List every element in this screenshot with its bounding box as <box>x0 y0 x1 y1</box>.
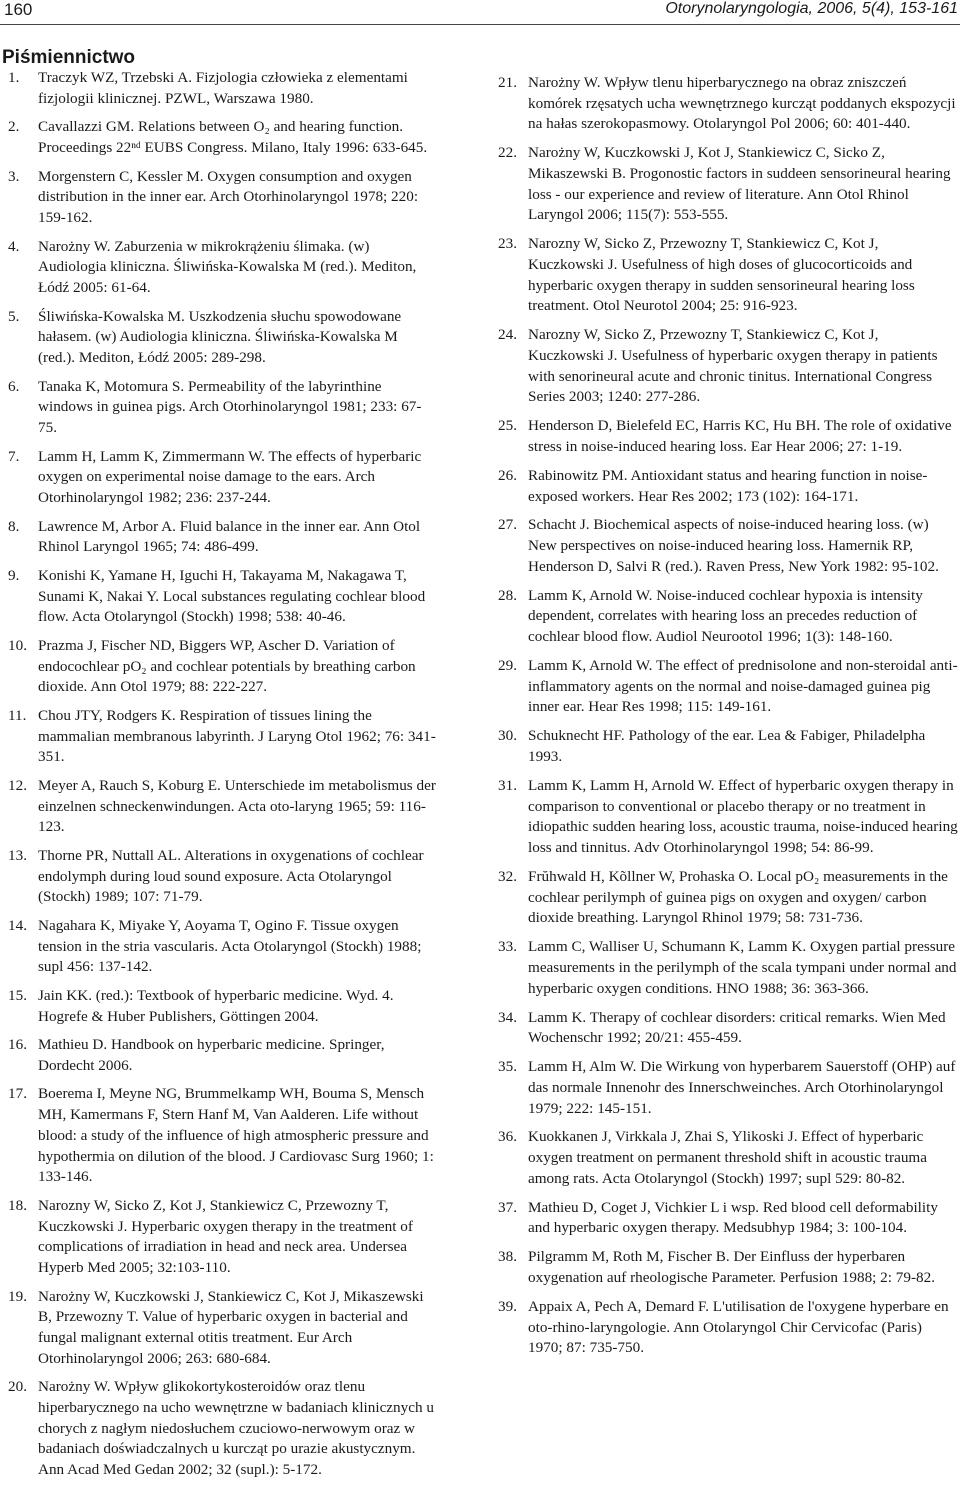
reference-number: 7. <box>8 447 20 465</box>
reference-number: 33. <box>498 938 517 956</box>
reference-number: 30. <box>498 727 517 745</box>
reference-text: Śliwińska-Kowalska M. Uszkodzenia słuchu spowodowane hałasem. (w) Audiologia kliniczna. Śliwińska-Kowalska M (red.). Mediton, Łódź 2005: 289-298. <box>38 307 402 366</box>
reference-number: 24. <box>498 326 517 344</box>
reference-text: Narożny W. Wpływ tlenu hiperbarycznego na obraz zniszczeń komórek rzęsatych ucha wewnętrznego kurcząt poddanych ekspozycji na hałas szerokopasmowy. Otolaryngol Pol 2006; 60: 401-440. <box>528 74 956 133</box>
reference-item <box>496 73 958 135</box>
reference-number: 11. <box>8 706 27 724</box>
reference-number: 14. <box>8 916 27 934</box>
reference-text: Henderson D, Bielefeld EC, Harris KC, Hu BH. The role of oxidative stress in noise-induced hearing loss. Ear Hear 2006; 27: 1-19. <box>528 417 952 455</box>
reference-text: Prazma J, Fischer ND, Biggers WP, Ascher D. Variation of endocochlear pO₂ and cochlear potentials by breathing carbon dioxide. Ann Otol 1979; 88: 222-227. <box>38 636 416 696</box>
reference-text: Pilgramm M, Roth M, Fischer B. Der Einfluss der hyperbaren oxygenation auf rheologische Parameter. Perfusion 1988; 2: 79-82. <box>528 1248 936 1287</box>
reference-item <box>6 1084 438 1188</box>
header-divider <box>0 24 960 25</box>
reference-text: Morgenstern C, Kessler M. Oxygen consumption and oxygen distribution in the inner ear. Arch Otorhinolaryngol 1978; 220: 159-162. <box>38 167 419 226</box>
reference-item <box>6 377 438 439</box>
reference-item <box>496 515 958 577</box>
reference-number: 26. <box>498 466 517 484</box>
reference-item <box>496 1198 958 1239</box>
reference-number: 37. <box>498 1198 517 1216</box>
reference-number: 13. <box>8 846 27 864</box>
reference-number: 31. <box>498 776 517 794</box>
reference-text: Jain KK. (red.): Textbook of hyperbaric medicine. Wyd. 4. Hogrefe & Huber Publishers, Göttingen 2004. <box>38 986 394 1025</box>
reference-number: 5. <box>8 307 20 325</box>
reference-text: Narozny W, Sicko Z, Kot J, Stankiewicz C, Przewozny T, Kuczkowski J. Hyperbaric oxygen therapy in the treatment of complications of irradiation in head and neck area. Undersea Hyperb Med 2005; 32:103-110. <box>38 1196 413 1276</box>
reference-text: Cavallazzi GM. Relations between O₂ and hearing function. Proceedings 22ⁿᵈ EUBS Congress. Milano, Italy 1996: 633-645. <box>38 118 428 156</box>
reference-item <box>496 937 958 999</box>
reference-item <box>496 726 958 767</box>
reference-text: Narozny W, Sicko Z, Przewozny T, Stankiewicz C, Kot J, Kuczkowski J. Usefulness of hyperbaric oxygen therapy in patients with senorineural acute and chronic tinitus. International Congress Series 2003; 1240: 277-286. <box>528 326 938 406</box>
reference-item <box>6 447 438 509</box>
reference-text: Narożny W, Kuczkowski J, Stankiewicz C, Kot J, Mikaszewski B, Przewozny T. Value of hyperbaric oxygen in bacterial and fungal malignant external otitis treatment. Eur Arch Otorhinolaryngol 2006; 263: 680-684. <box>38 1287 424 1367</box>
reference-text: Traczyk WZ, Trzebski A. Fizjologia człowieka z elementami fizjologii klinicznej. PZWL, Warszawa 1980. <box>38 69 408 107</box>
reference-number: 34. <box>498 1008 517 1026</box>
reference-text: Appaix A, Pech A, Demard F. L'utilisation de l'oxygene hyperbare en oto-rhino-laryngologie. Ann Otolaryngol Chir Cervicofac (Paris) 1970; 87: 735-750. <box>528 1297 949 1357</box>
reference-text: Tanaka K, Motomura S. Permeability of the labyrinthine windows in guinea pigs. Arch Otorhinolaryngol 1981; 233: 67-75. <box>38 377 422 436</box>
reference-item <box>496 416 958 457</box>
reference-item <box>6 776 438 838</box>
reference-number: 22. <box>498 144 517 162</box>
reference-text: Narożny W. Wpływ glikokortykosteroidów oraz tlenu hiperbarycznego na ucho wewnętrzne w badaniach klinicznych u chorych z nagłym niedosłuchem czuciowo-nerwowym oraz w badaniach doświadczalnych u kurcząt po urazie akustycznym. Ann Acad Med Gedan 2002; 32 (supl.): 5-172. <box>38 1378 434 1479</box>
reference-text: Narożny W. Zaburzenia w mikrokrążeniu ślimaka. (w) Audiologia kliniczna. Śliwińska-Kowalska M (red.). Mediton, Łódź 2005: 61-64. <box>38 237 417 296</box>
reference-number: 15. <box>8 986 27 1004</box>
reference-item <box>6 1287 438 1370</box>
reference-item <box>496 776 958 859</box>
reference-item <box>6 117 438 158</box>
reference-number: 27. <box>498 516 517 534</box>
reference-number: 18. <box>8 1196 27 1214</box>
reference-number: 12. <box>8 776 27 794</box>
reference-text: Lamm K, Lamm H, Arnold W. Effect of hyperbaric oxygen therapy in comparison to conventional or placebo therapy or no treatment in idiopathic sudden hearing loss, acoustic trauma, noise-induced hearing loss and tinnitus. Adv Otorhinolaryngol 1998; 54: 86-99. <box>528 776 958 857</box>
reference-text: Narożny W, Kuczkowski J, Kot J, Stankiewicz C, Sicko Z, Mikaszewski B. Progonostic factors in suddeen sensorineural hearing loss - our experience and review of literature. Ann Otol Rhinol Laryngol 2006; 115(7): 553-555. <box>528 144 951 224</box>
reference-number: 4. <box>8 237 20 255</box>
reference-item <box>6 1377 438 1481</box>
reference-item <box>6 706 438 768</box>
reference-item <box>6 1035 438 1076</box>
reference-text: Meyer A, Rauch S, Koburg E. Unterschiede im metabolismus der einzelnen schneckenwindungen. Acta oto-laryng 1965; 59: 116-123. <box>38 776 436 836</box>
reference-number: 21. <box>498 74 517 91</box>
reference-number: 23. <box>498 235 517 253</box>
reference-item <box>496 325 958 408</box>
reference-text: Lamm K, Arnold W. The effect of prednisolone and non-steroidal anti-inflammatory agents on the normal and noise-damaged guinea pig inner ear. Hear Res 1998; 115: 149-161. <box>528 657 958 716</box>
reference-text: Schacht J. Biochemical aspects of noise-induced hearing loss. (w) New perspectives on noise-induced hearing loss. Hamernik RP, Henderson D, Salvi R (red.). Raven Press, New York 1982: 95-102. <box>528 516 939 575</box>
reference-item <box>6 1196 438 1279</box>
journal-citation: Otorynolaryngologia, 2006, 5(4), 153-161 <box>665 0 958 17</box>
reference-number: 16. <box>8 1036 27 1054</box>
reference-item <box>6 916 438 978</box>
reference-text: Lawrence M, Arbor A. Fluid balance in the inner ear. Ann Otol Rhinol Laryngol 1965; 74: 486-499. <box>38 517 421 556</box>
reference-number: 1. <box>8 69 20 86</box>
reference-text: Mathieu D, Coget J, Vichkier L i wsp. Red blood cell deformability and hyperbaric oxygen therapy. Medsubhyp 1984; 3: 100-104. <box>528 1198 938 1237</box>
reference-item <box>496 1127 958 1189</box>
reference-text: Kuokkanen J, Virkkala J, Zhai S, Ylikoski J. Effect of hyperbaric oxygen treatment on permanent threshold shift in acoustic trauma among rats. Acta Otolaryngol (Stockh) 1997; supl 529: 80-82. <box>528 1128 927 1187</box>
references-column-right <box>496 73 958 1367</box>
reference-number: 25. <box>498 417 517 435</box>
reference-item <box>496 466 958 507</box>
reference-number: 20. <box>8 1378 27 1396</box>
reference-number: 8. <box>8 517 20 535</box>
reference-item <box>6 517 438 558</box>
reference-number: 19. <box>8 1287 27 1305</box>
reference-text: Nagahara K, Miyake Y, Aoyama T, Ogino F. Tissue oxygen tension in the stria vascularis. Acta Otolaryngol (Stockh) 1988; supl 456: 137-142. <box>38 916 422 976</box>
reference-number: 3. <box>8 167 20 185</box>
reference-item <box>6 68 438 109</box>
reference-text: Schuknecht HF. Pathology of the ear. Lea & Fabiger, Philadelpha 1993. <box>528 727 926 766</box>
reference-item <box>6 566 438 628</box>
reference-number: 35. <box>498 1058 517 1076</box>
reference-number: 9. <box>8 566 20 584</box>
page-number: 160 <box>4 0 33 19</box>
reference-item <box>496 1008 958 1049</box>
reference-number: 2. <box>8 118 20 136</box>
section-title: Piśmiennictwo <box>2 47 136 68</box>
reference-number: 39. <box>498 1297 517 1315</box>
reference-number: 29. <box>498 657 517 675</box>
reference-item <box>496 586 958 648</box>
reference-text: Lamm K, Arnold W. Noise-induced cochlear hypoxia is intensity dependent, correlates with hearing loss an precedes reduction of cochlear blood flow. Audiol Neurootol 1996; 1(3): 148-160. <box>528 586 923 646</box>
page-header <box>0 0 960 22</box>
reference-number: 36. <box>498 1128 517 1146</box>
reference-text: Chou JTY, Rodgers K. Respiration of tissues lining the mammalian membranous labyrinth. J Laryng Otol 1962; 76: 341-351. <box>38 706 436 766</box>
reference-item <box>496 1297 958 1359</box>
reference-number: 10. <box>8 636 27 654</box>
reference-item <box>6 986 438 1027</box>
reference-item <box>496 656 958 718</box>
reference-text: Rabinowitz PM. Antioxidant status and hearing function in noise-exposed workers. Hear Res 2002; 173 (102): 164-171. <box>528 466 928 505</box>
reference-number: 28. <box>498 586 517 604</box>
reference-list-left <box>6 68 438 1481</box>
reference-item <box>496 867 958 929</box>
reference-text: Lamm C, Walliser U, Schumann K, Lamm K. Oxygen partial pressure measurements in the perilymph of the scala tympani under normal and hyperbaric oxygen conditions. HNO 1988; 36: 363-366. <box>528 938 957 997</box>
reference-item <box>496 1057 958 1119</box>
reference-number: 6. <box>8 377 20 395</box>
reference-item <box>496 143 958 226</box>
reference-text: Lamm H, Lamm K, Zimmermann W. The effects of hyperbaric oxygen on experimental noise damage to the ears. Arch Otorhinolaryngol 1982; 236: 237-244. <box>38 447 422 506</box>
reference-item <box>6 846 438 908</box>
reference-text: Mathieu D. Handbook on hyperbaric medicine. Springer, Dordecht 2006. <box>38 1036 385 1074</box>
reference-item <box>6 237 438 299</box>
reference-text: Lamm K. Therapy of cochlear disorders: critical remarks. Wien Med Wochenschr 1992; 20/21: 455-459. <box>528 1008 946 1047</box>
reference-text: Boerema I, Meyne NG, Brummelkamp WH, Bouma S, Mensch MH, Kamermans F, Stern Hanf M, Van Aalderen. Life without blood: a study of the influence of high atmospheric pressure and hypothermia on dilution of the blood. J Cardiovasc Surg 1960; 1: 133-146. <box>38 1085 434 1186</box>
reference-text: Lamm H, Alm W. Die Wirkung von hyperbarem Sauerstoff (OHP) auf das normale Innenohr des Innerschweinches. Arch Otorhinolaryngol 1979; 222: 145-151. <box>528 1058 956 1117</box>
reference-item <box>6 167 438 229</box>
reference-text: Thorne PR, Nuttall AL. Alterations in oxygenations of cochlear endolymph during loud sound exposure. Acta Otolaryngol (Stockh) 1989; 107: 71-79. <box>38 846 424 906</box>
reference-item <box>496 1247 958 1288</box>
references-column-left <box>6 68 438 1489</box>
reference-item <box>6 636 438 698</box>
reference-text: Konishi K, Yamane H, Iguchi H, Takayama M, Nakagawa T, Sunami K, Nakai Y. Local substances regulating cochlear blood flow. Acta Otolaryngol (Stockh) 1998; 538: 40-46. <box>38 566 426 626</box>
reference-item <box>496 234 958 317</box>
reference-list-right <box>496 73 958 1359</box>
reference-item <box>6 307 438 369</box>
reference-number: 32. <box>498 867 517 885</box>
reference-number: 38. <box>498 1248 517 1266</box>
reference-text: Narozny W, Sicko Z, Przewozny T, Stankiewicz C, Kot J, Kuczkowski J. Usefulness of high doses of glucocorticoids and hyperbaric oxygen therapy in sudden sensorineural hearing loss treatment. Otol Neurotol 2004; 25: 916-923. <box>528 235 915 315</box>
reference-number: 17. <box>8 1085 27 1103</box>
reference-text: Frŭhwald H, Kõllner W, Prohaska O. Local pO₂ measurements in the cochlear perilymph of guinea pigs on oxygen and oxygen/ carbon dioxide breathing. Laryngol Rhinol 1979; 58: 731-736. <box>528 867 948 927</box>
